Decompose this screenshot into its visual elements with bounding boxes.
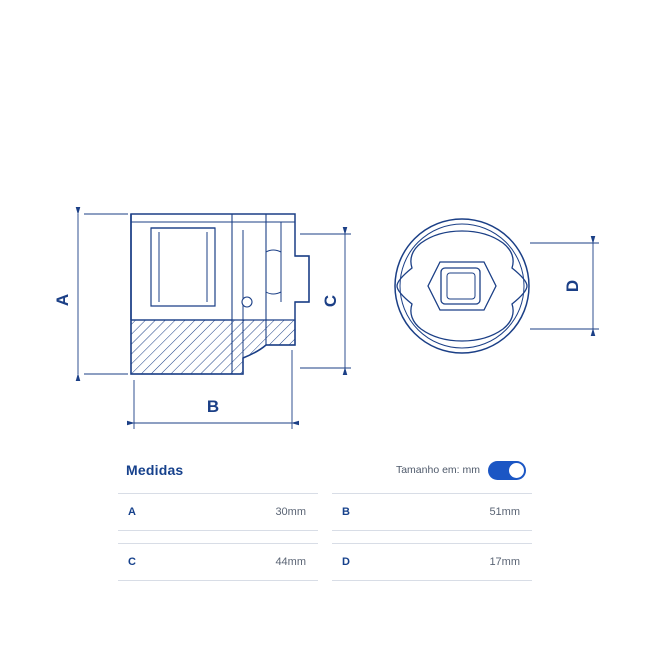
dimension-b-label: B (206, 397, 220, 416)
socket-side-view (131, 214, 309, 374)
measure-value: 30mm (275, 506, 306, 518)
unit-toggle[interactable] (488, 461, 526, 480)
measure-row-d (332, 543, 532, 581)
dimension-a (78, 214, 128, 374)
measure-key: D (342, 556, 350, 568)
measure-key: B (342, 506, 350, 518)
measures-title: Medidas (126, 462, 184, 478)
measure-row-b (332, 493, 532, 531)
dimension-a-label: A (53, 293, 72, 307)
socket-front-view (395, 219, 529, 353)
measures-header (118, 455, 532, 485)
unit-switch-group[interactable] (396, 461, 526, 480)
measure-key: A (128, 506, 136, 518)
measure-value: 51mm (489, 506, 520, 518)
measure-row-a (118, 493, 318, 531)
toggle-knob-icon (509, 463, 524, 478)
dimension-d-label: D (563, 279, 582, 293)
measure-value: 44mm (275, 556, 306, 568)
measures-grid (118, 493, 532, 581)
measure-value: 17mm (489, 556, 520, 568)
dimension-c-label: C (321, 294, 340, 308)
unit-label: Tamanho em: mm (395, 464, 480, 476)
measure-key: C (128, 556, 136, 568)
measure-row-c (118, 543, 318, 581)
measures-panel (118, 455, 532, 581)
